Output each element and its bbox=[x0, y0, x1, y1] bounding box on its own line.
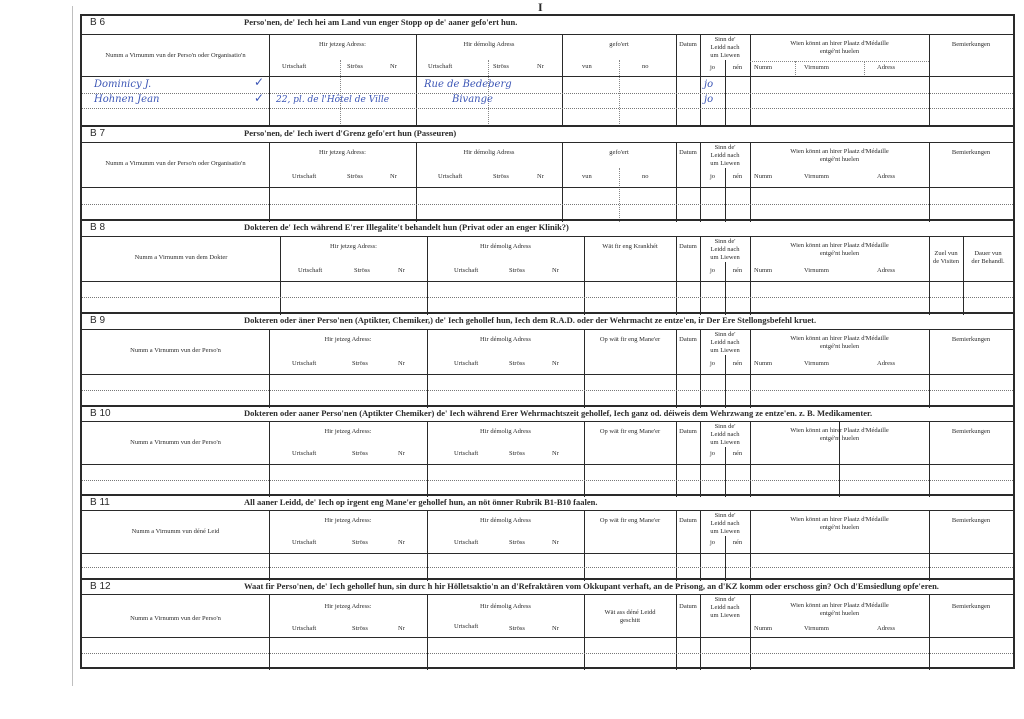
sinn-label: Sinn de' bbox=[714, 596, 736, 603]
stross-label: Ströss bbox=[347, 173, 363, 180]
manner-label: Op wät fir eng Mane'er bbox=[599, 517, 661, 524]
current-address-label: Hir jetzeg Adress: bbox=[324, 517, 372, 524]
medal-label: Wien könnt an hirer Plaatz d'Médaille bbox=[790, 516, 889, 523]
numm-label: Numm bbox=[754, 64, 773, 71]
section-code: B 11 bbox=[90, 497, 110, 508]
manner-label: Op wät fir eng Mane'er bbox=[599, 336, 661, 343]
urtschaft-label: Urtschaft bbox=[292, 539, 317, 546]
medal-label: Wien könnt an hirer Plaatz d'Médaille bbox=[790, 427, 889, 434]
medal-label-2: entgé'nt huelen bbox=[819, 610, 860, 617]
duration-label-2: der Behandl. bbox=[971, 258, 1005, 265]
remarks-label: Bemierkungen bbox=[951, 149, 991, 156]
current-address-label: Hir jetzeg Adress: bbox=[324, 336, 372, 343]
leidd-nach-label: Leidd nach bbox=[710, 246, 740, 253]
page-mark: I bbox=[538, 0, 543, 14]
old-address-label: Hir démolig Adress bbox=[480, 603, 531, 610]
nr-label: Nr bbox=[552, 625, 559, 632]
no-label: no bbox=[642, 173, 649, 180]
nen-label: nén bbox=[732, 267, 743, 274]
medal-label-2: entgé'nt huelen bbox=[819, 156, 860, 163]
datum-label: Datum bbox=[679, 517, 697, 524]
datum-label: Datum bbox=[679, 243, 697, 250]
entry-jo-1: jo bbox=[704, 79, 714, 90]
check-icon: ✓ bbox=[254, 91, 265, 105]
visits-label: Zuel vun bbox=[934, 250, 958, 257]
nen-label: nén bbox=[732, 539, 743, 546]
section-title: All aaner Leidd, de' Iech op irgent eng Mane'er gehollef hun, an nöt önner Rubrik B1-B10 faalen. bbox=[244, 497, 598, 507]
check-icon: ✓ bbox=[254, 75, 265, 89]
numm-label: Numm bbox=[754, 360, 773, 367]
stross-label: Ströss bbox=[509, 360, 525, 367]
old-address-label: Hir démolig Adress bbox=[480, 517, 531, 524]
entry-old-address-1: Rue de Bedeberg bbox=[424, 79, 512, 90]
nr-label: Nr bbox=[390, 63, 397, 70]
medal-label: Wien könnt an hirer Plaatz d'Médaille bbox=[790, 242, 889, 249]
leidd-nach-label: Leidd nach bbox=[710, 44, 740, 51]
current-address-label: Hir jetzeg Adress: bbox=[324, 428, 372, 435]
medal-label-2: entgé'nt huelen bbox=[819, 524, 860, 531]
sinn-label: Sinn de' bbox=[714, 238, 736, 245]
old-address-label: Hir démolig Adress bbox=[480, 428, 531, 435]
vun-label: vun bbox=[582, 63, 592, 70]
section-code: B 10 bbox=[90, 408, 111, 419]
medal-label-2: entgé'nt huelen bbox=[819, 250, 860, 257]
virnumm-label: Virnumm bbox=[804, 267, 829, 274]
name-column-label: Numm a Virnumm vun der Perso'n bbox=[130, 615, 221, 622]
duration-label: Dauer vun bbox=[974, 250, 1002, 257]
urtschaft-label: Urtschaft bbox=[454, 623, 479, 630]
medal-label: Wien könnt an hirer Plaatz d'Médaille bbox=[790, 335, 889, 342]
entry-jo-2: jo bbox=[704, 94, 714, 105]
leidd-nach-label: Leidd nach bbox=[710, 604, 740, 611]
current-address-label: Hir jetzeg Adress: bbox=[324, 603, 372, 610]
section-b11 bbox=[82, 494, 1013, 580]
datum-label: Datum bbox=[679, 336, 697, 343]
stross-label: Ströss bbox=[347, 63, 363, 70]
urtschaft-label: Urtschaft bbox=[292, 450, 317, 457]
jo-label: jo bbox=[709, 539, 716, 546]
nen-label: nén bbox=[732, 360, 743, 367]
numm-label: Numm bbox=[754, 625, 773, 632]
urtschaft-label: Urtschaft bbox=[454, 539, 479, 546]
leidd-nach-label: Leidd nach bbox=[710, 431, 740, 438]
nr-label: Nr bbox=[552, 539, 559, 546]
um-liewen-label: um Liewen bbox=[710, 439, 740, 446]
sinn-label: Sinn de' bbox=[714, 331, 736, 338]
section-b6 bbox=[82, 16, 1013, 125]
medal-label-2: entgé'nt huelen bbox=[819, 343, 860, 350]
section-code: B 9 bbox=[90, 315, 106, 326]
medal-label: Wien könnt an hirer Plaatz d'Médaille bbox=[790, 40, 889, 47]
nr-label: Nr bbox=[398, 625, 405, 632]
um-liewen-label: um Liewen bbox=[710, 612, 740, 619]
nr-label: Nr bbox=[398, 360, 405, 367]
manner-label: Op wät fir eng Mane'er bbox=[599, 428, 661, 435]
sinn-label: Sinn de' bbox=[714, 144, 736, 151]
urtschaft-label: Urtschaft bbox=[428, 63, 453, 70]
adress-label: Adress bbox=[877, 360, 896, 367]
adress-label: Adress bbox=[877, 625, 896, 632]
entry-name-2: Hohnen Jean bbox=[94, 94, 160, 105]
old-address-label: Hir démolig Adress bbox=[463, 149, 515, 156]
urtschaft-label: Urtschaft bbox=[454, 360, 479, 367]
numm-label: Numm bbox=[754, 267, 773, 274]
adress-label: Adress bbox=[877, 64, 896, 71]
section-title: Waat fir Perso'nen, de' Iech gehollef hun, sin durc h hir Hölletsaktio'n an d'Refraktären vom Okkupant verhaft, an de Prisong, an d'KZ komm oder erschoss gin? Och d'Emsiedlung opfe'eren. bbox=[244, 581, 939, 591]
datum-label: Datum bbox=[679, 41, 697, 48]
jo-label: jo bbox=[709, 450, 716, 457]
remarks-label: Bemierkungen bbox=[951, 41, 991, 48]
left-margin-line bbox=[72, 6, 73, 686]
sinn-label: Sinn de' bbox=[714, 512, 736, 519]
adress-label: Adress bbox=[877, 267, 896, 274]
name-column-label: Numm a Virnumm vun der Perso'n oder Organisatio'n bbox=[105, 52, 246, 59]
illness-label: Wät fir eng Krankhét bbox=[602, 243, 658, 250]
urtschaft-label: Urtschaft bbox=[438, 173, 463, 180]
medal-label: Wien könnt an hirer Plaatz d'Médaille bbox=[790, 602, 889, 609]
virnumm-label: Virnumm bbox=[804, 173, 829, 180]
virnumm-label: Virnumm bbox=[804, 64, 829, 71]
um-liewen-label: um Liewen bbox=[710, 528, 740, 535]
datum-label: Datum bbox=[679, 149, 697, 156]
old-address-label: Hir démolig Adress bbox=[463, 41, 515, 48]
remarks-label: Bemierkungen bbox=[951, 517, 991, 524]
jo-label: jo bbox=[709, 267, 716, 274]
transported-label: gefo'ert bbox=[609, 41, 629, 48]
leidd-nach-label: Leidd nach bbox=[710, 520, 740, 527]
urtschaft-label: Urtschaft bbox=[292, 625, 317, 632]
leidd-nach-label: Leidd nach bbox=[710, 152, 740, 159]
urtschaft-label: Urtschaft bbox=[292, 360, 317, 367]
stross-label: Ströss bbox=[493, 173, 509, 180]
transported-label: gefo'ert bbox=[609, 149, 629, 156]
datum-label: Datum bbox=[679, 428, 697, 435]
nr-label: Nr bbox=[398, 267, 405, 274]
remarks-label: Bemierkungen bbox=[951, 603, 991, 610]
medal-label-2: entgé'nt huelen bbox=[819, 435, 860, 442]
name-column-label: Numm a Virnumm vun der Perso'n bbox=[130, 439, 221, 446]
section-b10 bbox=[82, 405, 1013, 496]
stross-label: Ströss bbox=[352, 450, 368, 457]
name-column-label: Numm a Virnumm vun der Perso'n bbox=[130, 347, 221, 354]
visits-label-2: de Visiten bbox=[932, 258, 960, 265]
old-address-label: Hir démolig Adress bbox=[480, 243, 531, 250]
fate-label-2: geschitt bbox=[619, 617, 641, 624]
section-code: B 7 bbox=[90, 128, 106, 139]
medal-label-2: entgé'nt huelen bbox=[819, 48, 860, 55]
section-b8 bbox=[82, 219, 1013, 314]
section-b7 bbox=[82, 125, 1013, 221]
nr-label: Nr bbox=[552, 450, 559, 457]
section-code: B 6 bbox=[90, 17, 106, 28]
virnumm-label: Virnumm bbox=[804, 625, 829, 632]
stross-label: Ströss bbox=[352, 539, 368, 546]
urtschaft-label: Urtschaft bbox=[454, 267, 479, 274]
entry-old-urtschaft-1: Bivange bbox=[452, 94, 493, 105]
um-liewen-label: um Liewen bbox=[710, 52, 740, 59]
nr-label: Nr bbox=[398, 450, 405, 457]
current-address-label: Hir jetzeg Adress: bbox=[330, 243, 377, 250]
leidd-nach-label: Leidd nach bbox=[710, 339, 740, 346]
numm-label: Numm bbox=[754, 173, 773, 180]
nr-label: Nr bbox=[537, 173, 544, 180]
form-sheet bbox=[80, 14, 1015, 669]
jo-label: jo bbox=[709, 173, 716, 180]
section-title: Dokteren oder äner Perso'nen (Aptikter, Chemiker,) de' Iech gehollef hun, Iech dem R.A.D. oder der Wehrmacht ze entze'en, ir Der Ere Stellongsbefehl kruet. bbox=[244, 315, 817, 325]
um-liewen-label: um Liewen bbox=[710, 160, 740, 167]
datum-label: Datum bbox=[679, 603, 697, 610]
sinn-label: Sinn de' bbox=[714, 423, 736, 430]
section-code: B 8 bbox=[90, 222, 106, 233]
jo-label: jo bbox=[709, 64, 716, 71]
current-address-label: Hir jetzeg Adress: bbox=[319, 149, 366, 156]
nr-label: Nr bbox=[552, 360, 559, 367]
nen-label: nén bbox=[732, 450, 743, 457]
name-column-label: Numm a Virnumm vun déné Leid bbox=[131, 528, 220, 535]
urtschaft-label: Urtschaft bbox=[292, 173, 317, 180]
um-liewen-label: um Liewen bbox=[710, 254, 740, 261]
urtschaft-label: Urtschaft bbox=[282, 63, 307, 70]
section-title: Perso'nen, de' Iech iwert d'Grenz gefo'ert hun (Passeuren) bbox=[244, 128, 457, 138]
stross-label: Ströss bbox=[354, 267, 370, 274]
entry-address-1: 22, pl. de l'Hôtel de Ville bbox=[276, 95, 390, 105]
stross-label: Ströss bbox=[352, 360, 368, 367]
urtschaft-label: Urtschaft bbox=[454, 450, 479, 457]
stross-label: Ströss bbox=[493, 63, 509, 70]
section-b9 bbox=[82, 312, 1013, 407]
section-b12 bbox=[82, 578, 1013, 669]
stross-label: Ströss bbox=[509, 450, 525, 457]
urtschaft-label: Urtschaft bbox=[298, 267, 323, 274]
section-title: Dokteren de' Iech während E'rer Illegalite't behandelt hun (Privat oder an enger Klinik?) bbox=[244, 222, 569, 232]
remarks-label: Bemierkungen bbox=[951, 428, 991, 435]
adress-label: Adress bbox=[877, 173, 896, 180]
old-address-label: Hir démolig Adress bbox=[480, 336, 531, 343]
medal-label: Wien könnt an hirer Plaatz d'Médaille bbox=[790, 148, 889, 155]
jo-label: jo bbox=[709, 360, 716, 367]
current-address-label: Hir jetzeg Adress: bbox=[319, 41, 366, 48]
no-label: no bbox=[642, 63, 649, 70]
um-liewen-label: um Liewen bbox=[710, 347, 740, 354]
remarks-label: Bemierkungen bbox=[951, 336, 991, 343]
virnumm-label: Virnumm bbox=[804, 360, 829, 367]
stross-label: Ströss bbox=[509, 539, 525, 546]
stross-label: Ströss bbox=[509, 267, 525, 274]
stross-label: Ströss bbox=[352, 625, 368, 632]
section-title: Perso'nen, de' Iech hei am Land vun enger Stopp op de' aaner gefo'ert hun. bbox=[244, 17, 518, 27]
fate-label: Wät ass déné Leidd bbox=[604, 609, 656, 616]
nr-label: Nr bbox=[552, 267, 559, 274]
section-code: B 12 bbox=[90, 581, 111, 592]
name-column-label: Numm a Virnumm vun dem Dokter bbox=[134, 254, 228, 261]
entry-name-1: Dominicy J. bbox=[94, 79, 152, 90]
vun-label: vun bbox=[582, 173, 592, 180]
nr-label: Nr bbox=[537, 63, 544, 70]
section-title: Dokteren oder aaner Perso'nen (Aptikter Chemiker) de' Iech während Erer Wehrmachtszeit gehollef, Iech ganz od. déiweis dem Wehrzwang ze entze'en. z. B. Medikamenter. bbox=[244, 408, 873, 418]
stross-label: Ströss bbox=[509, 625, 525, 632]
nen-label: nén bbox=[732, 173, 743, 180]
sinn-label: Sinn de' bbox=[714, 36, 736, 43]
nen-label: nén bbox=[732, 64, 743, 71]
name-column-label: Numm a Virnumm vun der Perso'n oder Organisatio'n bbox=[105, 160, 246, 167]
nr-label: Nr bbox=[390, 173, 397, 180]
nr-label: Nr bbox=[398, 539, 405, 546]
